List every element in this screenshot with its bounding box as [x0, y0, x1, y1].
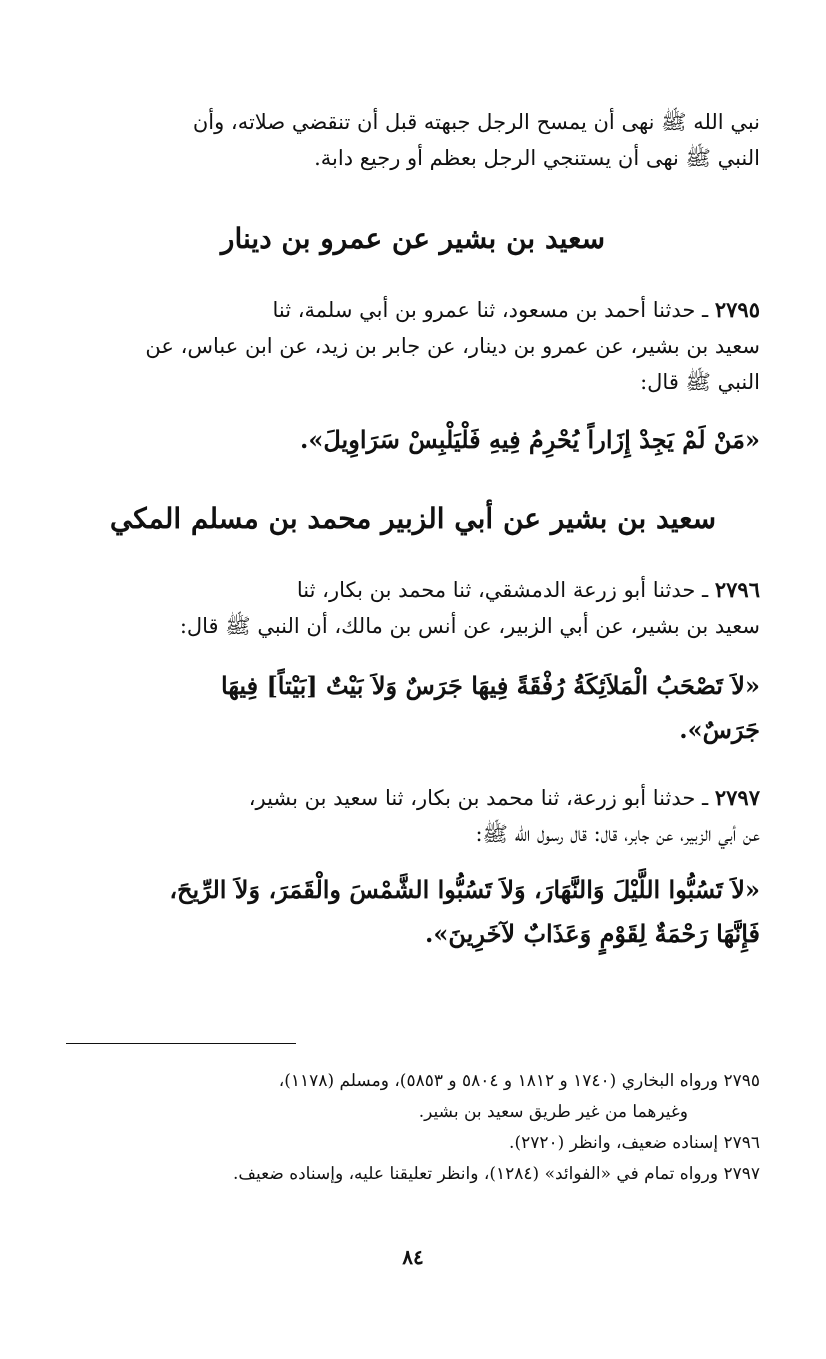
hadith-number: ٢٧٩٥: [714, 297, 760, 322]
footnotes: [66, 1066, 760, 1190]
matn-line-1: «لاَ تَصْحَبُ الْمَلاَئِكَةُ رُفْقَةً فِيهَا جَرَسٌ وَلاَ بَيْتٌ [بَيْتاً] فِيهَا: [221, 671, 760, 700]
isnad-text: ـ حدثنا أبو زرعة الدمشقي، ثنا محمد بن بكار، ثنا: [296, 578, 709, 602]
hadith-2795-line-3: النبي ﷺ قال:: [640, 370, 760, 394]
footnote-2795-line-2: وغيرهما من غير طريق سعيد بن بشير.: [418, 1102, 688, 1122]
hadith-2796-line-1: [66, 572, 760, 608]
hadith-number: ٢٧٩٧: [714, 785, 760, 810]
hadith-2795-line-1: [66, 292, 760, 328]
hadith-2795-matn: [66, 418, 760, 462]
footnote-divider: [66, 1043, 296, 1044]
hadith-2796: [66, 572, 760, 644]
hadith-2795: [66, 292, 760, 400]
matn-line-1: «لاَ تَسُبُّوا اللَّيْلَ وَالنَّهَارَ، وَلاَ تَسُبُّوا الشَّمْسَ والْقَمَرَ، وَلاَ الرِّيحَ،: [169, 875, 760, 904]
isnad-text: ـ حدثنا أبو زرعة، ثنا محمد بن بكار، ثنا سعيد بن بشير،: [248, 786, 709, 810]
intro-paragraph: [66, 104, 760, 176]
hadith-2795-line-2: سعيد بن بشير، عن عمرو بن دينار، عن جابر بن زيد، عن ابن عباس، عن: [145, 334, 760, 358]
hadith-number: ٢٧٩٦: [714, 577, 760, 602]
hadith-2797-matn: [66, 868, 760, 956]
matn-line-2: فَإِنَّهَا رَحْمَةٌ لِقَوْمٍ وَعَذَابٌ لآخَرِينَ».: [425, 919, 760, 948]
hadith-2797-line-1: [66, 780, 760, 816]
intro-line-1: نبي الله ﷺ نهى أن يمسح الرجل جبهته قبل أن تنقضي صلاته، وأن: [192, 110, 760, 134]
matn-line: «مَنْ لَمْ يَجِدْ إِزَاراً يُحْرِمُ فِيهِ فَلْيَلْبِسْ سَرَاوِيلَ».: [300, 425, 760, 454]
section-heading-1: سعيد بن بشير عن عمرو بن دينار: [220, 222, 606, 255]
intro-line-2: النبي ﷺ نهى أن يستنجي الرجل بعظم أو رجيع دابة.: [314, 146, 760, 170]
isnad-text: ـ حدثنا أحمد بن مسعود، ثنا عمرو بن أبي سلمة، ثنا: [272, 298, 709, 322]
page-number: ٨٤: [402, 1245, 424, 1269]
hadith-2797-line-2: عن أبي الزبير، عن جابر، قال: قال رسول الله ﷺ:: [475, 822, 760, 846]
hadith-2796-line-2: سعيد بن بشير، عن أبي الزبير، عن أنس بن مالك، أن النبي ﷺ قال:: [179, 614, 760, 638]
footnote-2796: ٢٧٩٦ إسناده ضعيف، وانظر (٢٧٢٠).: [509, 1133, 760, 1153]
matn-line-2: جَرَسٌ».: [679, 715, 760, 744]
section-heading-2: سعيد بن بشير عن أبي الزبير محمد بن مسلم المكي: [109, 502, 717, 535]
footnote-2795-line-1: ٢٧٩٥ ورواه البخاري (١٧٤٠ و ١٨١٢ و ٥٨٠٤ و ٥٨٥٣)، ومسلم (١١٧٨)،: [278, 1071, 760, 1091]
hadith-2797: [66, 780, 760, 852]
footnote-2797: ٢٧٩٧ ورواه تمام في «الفوائد» (١٢٨٤)، وانظر تعليقنا عليه، وإسناده ضعيف.: [233, 1164, 760, 1184]
hadith-2796-matn: [66, 664, 760, 752]
